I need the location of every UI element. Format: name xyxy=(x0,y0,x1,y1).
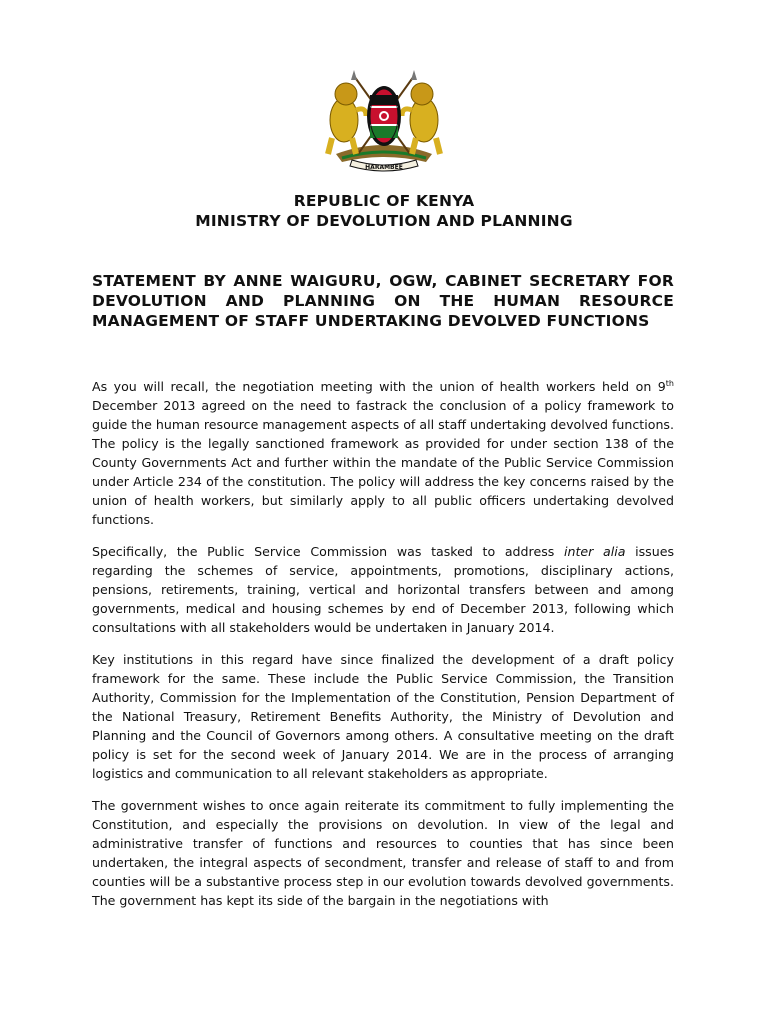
statement-body xyxy=(92,377,674,923)
paragraph-2: Specifically, the Public Service Commission was tasked to address inter alia issues regarding the schemes of service, appointments, promotions, disciplinary actions, pensions, retirements, training, vertical and horizontal transfers between and among governments, medical and housing schemes by end of December 2013, following which consultations with all stakeholders would be undertaken in January 2014. xyxy=(92,544,675,635)
kenya-coat-of-arms-emblem xyxy=(322,62,446,174)
ministry-heading: MINISTRY OF DEVOLUTION AND PLANNING xyxy=(195,212,573,230)
country-heading: REPUBLIC OF KENYA xyxy=(293,192,475,210)
statement-title: STATEMENT BY ANNE WAIGURU, OGW, CABINET SECRETARY FOR DEVOLUTION AND PLANNING ON THE HUMAN RESOURCE MANAGEMENT OF STAFF UNDERTAKING DEVOLVED FUNCTIONS xyxy=(92,272,674,330)
paragraph-4: The government wishes to once again reiterate its commitment to fully implementing the Constitution, and especially the provisions on devolution. In view of the legal and administrative transfer of functions and resources to counties that has since been undertaken, the integral aspects of secondment, transfer and release of staff to and from counties will be a substantive process step in our evolution towards devolved governments. The government has kept its side of the bargain in the negotiations with xyxy=(92,798,674,908)
emblem-motto: HARAMBEE xyxy=(365,164,403,171)
paragraph-1: As you will recall, the negotiation meeting with the union of health workers held on 9th December 2013 agreed on the need to fastrack the conclusion of a policy framework to guide the human resource management aspects of all staff undertaking devolved functions. The policy is the legally sanctioned framework as provided for under section 138 of the County Governments Act and further within the mandate of the Public Service Commission under Article 234 of the constitution. The policy will address the key concerns raised by the union of health workers, but similarly apply to all public officers undertaking devolved functions. xyxy=(92,378,674,527)
paragraph-3: Key institutions in this regard have since finalized the development of a draft policy framework for the same. These include the Public Service Commission, the Transition Authority, Commission for the Implementation of the Constitution, Pension Department of the National Treasury, Retirement Benefits Authority, the Ministry of Devolution and Planning and the Council of Governors among others. A consultative meeting on the draft policy is set for the second week of January 2014. We are in the process of arranging logistics and communication to all relevant stakeholders as appropriate. xyxy=(92,652,674,781)
